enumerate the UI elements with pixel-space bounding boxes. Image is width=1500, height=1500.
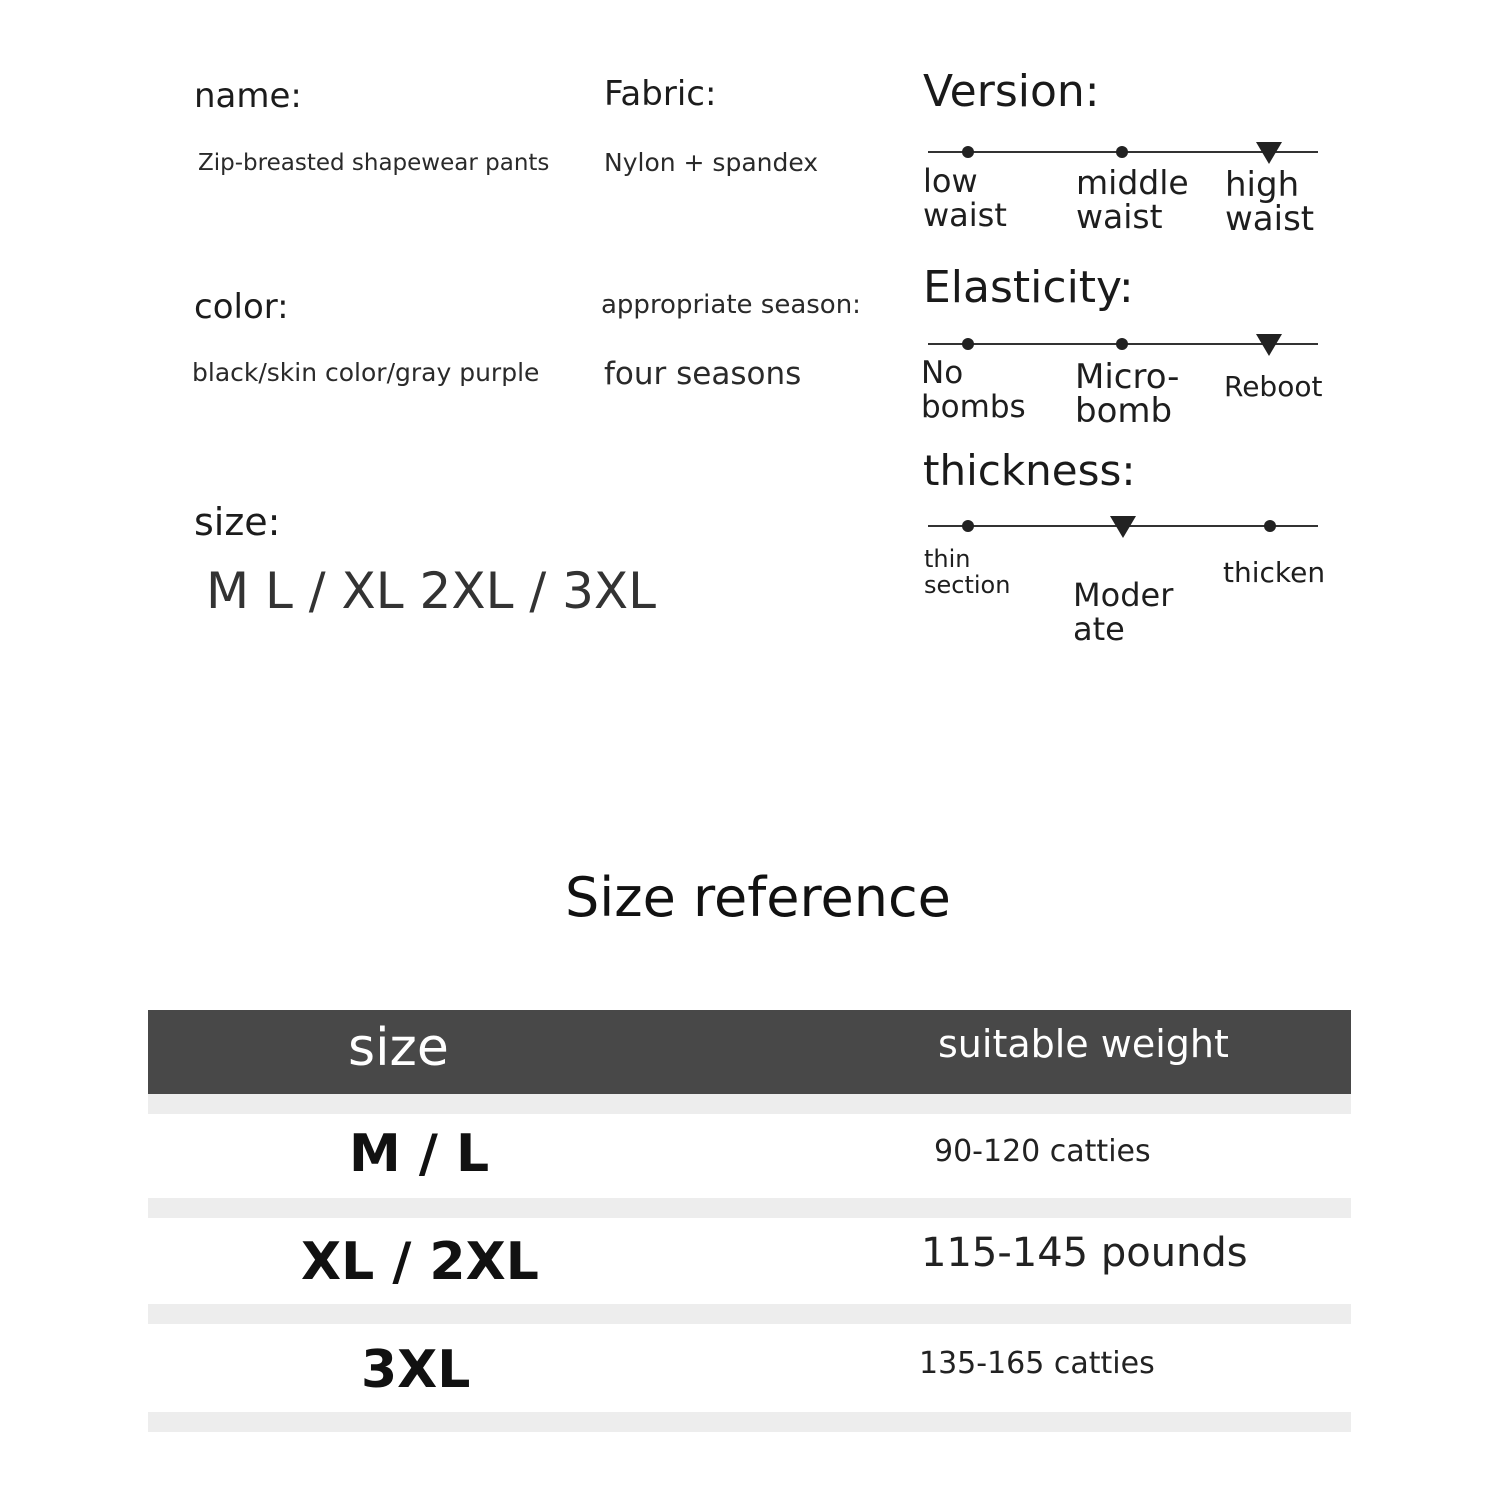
size-label: size: (194, 500, 281, 544)
row-size: XL / 2XL (301, 1232, 539, 1292)
thickness-option-thin: thin section (924, 545, 1011, 599)
thickness-option-moderate: Moder ate (1073, 576, 1174, 648)
color-value: black/skin color/gray purple (192, 358, 540, 387)
version-option-high: high waist (1225, 165, 1315, 239)
fabric-label: Fabric: (604, 74, 717, 114)
elasticity-option-reboot: Reboot (1224, 370, 1323, 403)
scale-point (1264, 520, 1276, 532)
row-weight: 115-145 pounds (921, 1230, 1248, 1276)
version-option-low: low waist (923, 162, 1007, 234)
size-value: M L / XL 2XL / 3XL (206, 562, 656, 620)
row-divider (148, 1094, 1351, 1114)
scale-point (962, 338, 974, 350)
name-label: name: (194, 76, 302, 116)
season-value: four seasons (604, 356, 802, 392)
scale-point (1116, 338, 1128, 350)
row-size: 3XL (361, 1340, 471, 1400)
selected-marker-icon (1110, 516, 1136, 538)
thickness-title: thickness: (923, 446, 1136, 495)
thickness-option-thicken: thicken (1223, 556, 1326, 589)
version-option-middle: middle waist (1076, 163, 1189, 236)
selected-marker-icon (1256, 142, 1282, 164)
row-divider (148, 1412, 1351, 1432)
row-weight: 135-165 catties (919, 1346, 1155, 1381)
size-reference-title: Size reference (565, 866, 951, 929)
version-scale (928, 142, 1318, 162)
table-header (148, 1010, 1351, 1094)
row-size: M / L (349, 1124, 490, 1184)
header-size: size (348, 1018, 449, 1078)
selected-marker-icon (1256, 334, 1282, 356)
name-value: Zip-breasted shapewear pants (198, 150, 550, 176)
row-divider (148, 1198, 1351, 1218)
elasticity-scale (928, 334, 1318, 354)
row-divider (148, 1304, 1351, 1324)
version-title: Version: (923, 66, 1100, 117)
season-label: appropriate season: (601, 290, 861, 320)
fabric-value: Nylon + spandex (604, 148, 819, 177)
header-weight: suitable weight (938, 1022, 1229, 1066)
scale-point (962, 520, 974, 532)
scale-point (1116, 146, 1128, 158)
scale-point (962, 146, 974, 158)
elasticity-title: Elasticity: (923, 262, 1134, 313)
elasticity-option-none: No bombs (921, 355, 1026, 425)
row-weight: 90-120 catties (934, 1134, 1151, 1169)
thickness-scale (928, 516, 1318, 536)
elasticity-option-micro: Micro- bomb (1075, 357, 1180, 431)
color-label: color: (194, 287, 289, 327)
